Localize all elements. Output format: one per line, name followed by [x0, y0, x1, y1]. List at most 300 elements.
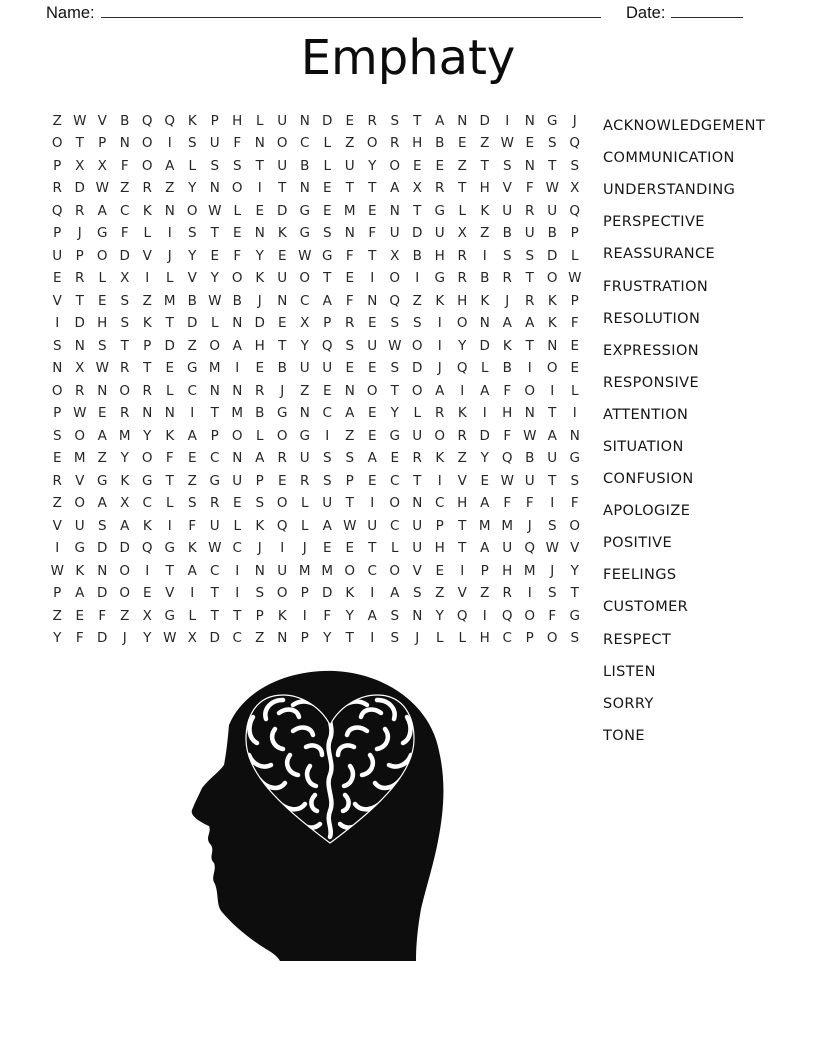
grid-letter: C: [142, 495, 152, 511]
grid-letter: M: [73, 450, 86, 466]
grid-letter: Z: [165, 180, 175, 196]
grid-letter: U: [277, 270, 288, 286]
grid-letter: R: [277, 450, 287, 466]
grid-letter: S: [210, 157, 220, 174]
grid-letter: H: [479, 180, 490, 196]
grid-letter: X: [75, 360, 85, 376]
grid-letter: C: [367, 562, 377, 579]
grid-letter: A: [232, 337, 242, 354]
grid-letter: C: [187, 382, 197, 399]
grid-letter: N: [479, 315, 490, 331]
grid-letter: I: [527, 360, 532, 376]
grid-letter: G: [187, 360, 198, 376]
grid-letter: O: [389, 562, 401, 579]
grid-letter: D: [547, 247, 558, 264]
grid-letter: Q: [276, 517, 288, 534]
grid-letter: S: [120, 292, 130, 309]
grid-letter: R: [502, 585, 512, 601]
grid-letter: B: [277, 360, 287, 376]
grid-letter: A: [547, 427, 557, 444]
grid-letter: S: [255, 495, 265, 511]
grid-letter: T: [345, 495, 354, 511]
grid-letter: G: [434, 202, 445, 219]
grid-letter: I: [505, 112, 510, 129]
grid-letter: G: [97, 225, 108, 241]
word-list: [603, 110, 765, 752]
grid-letter: S: [390, 360, 400, 376]
grid-letter: H: [254, 337, 265, 354]
grid-letter: N: [209, 382, 220, 399]
grid-letter: K: [547, 315, 557, 331]
grid-letter: Q: [141, 112, 153, 129]
grid-letter: A: [367, 450, 377, 466]
grid-letter: U: [547, 202, 558, 219]
grid-letter: T: [548, 157, 557, 174]
grid-letter: O: [389, 270, 401, 286]
grid-letter: G: [299, 225, 310, 241]
grid-letter: N: [367, 292, 378, 309]
grid-letter: I: [527, 585, 532, 601]
grid-letter: H: [97, 315, 108, 331]
grid-letter: O: [141, 135, 153, 151]
grid-letter: U: [277, 157, 288, 174]
grid-letter: E: [232, 225, 242, 241]
grid-letter: P: [323, 315, 332, 331]
grid-letter: T: [480, 157, 489, 174]
grid-letter: X: [120, 270, 130, 286]
grid-letter: Q: [321, 337, 333, 354]
grid-letter: Y: [390, 405, 399, 421]
grid-letter: A: [322, 517, 332, 534]
grid-letter: B: [232, 292, 242, 309]
grid-letter: B: [547, 225, 557, 241]
grid-letter: L: [300, 495, 309, 511]
grid-letter: R: [142, 180, 152, 196]
grid-letter: F: [345, 247, 354, 264]
grid-letter: D: [97, 540, 108, 556]
grid-letter: T: [255, 157, 264, 174]
grid-letter: P: [570, 292, 579, 309]
grid-letter: V: [75, 472, 85, 489]
grid-letter: A: [390, 180, 400, 196]
grid-letter: E: [367, 315, 377, 331]
grid-letter: W: [95, 180, 109, 196]
grid-letter: T: [413, 112, 422, 129]
date-field: [626, 4, 743, 23]
grid-letter: O: [276, 427, 288, 444]
grid-letter: E: [367, 405, 377, 421]
grid-letter: Y: [143, 630, 152, 646]
grid-letter: H: [434, 247, 445, 264]
grid-letter: U: [434, 225, 445, 241]
grid-letter: A: [75, 585, 85, 601]
grid-letter: G: [322, 247, 333, 264]
grid-letter: Y: [458, 337, 467, 354]
grid-letter: F: [165, 450, 174, 466]
grid-letter: P: [53, 225, 62, 241]
grid-letter: N: [277, 630, 288, 646]
grid-letter: X: [570, 180, 580, 196]
grid-letter: E: [412, 157, 422, 174]
grid-letter: X: [412, 180, 422, 196]
grid-letter: I: [460, 382, 465, 399]
word-list-item: UNDERSTANDING: [603, 182, 736, 199]
grid-letter: S: [502, 247, 512, 264]
grid-letter: V: [165, 585, 175, 601]
head-heart-brain-icon: [187, 669, 447, 961]
grid-letter: V: [412, 562, 422, 579]
grid-letter: O: [119, 585, 131, 601]
grid-letter: A: [97, 495, 107, 511]
grid-letter: P: [210, 112, 219, 129]
grid-letter: Q: [569, 202, 581, 219]
grid-letter: X: [142, 607, 152, 624]
grid-letter: K: [255, 517, 265, 534]
grid-letter: R: [390, 135, 400, 151]
grid-letter: L: [165, 382, 174, 399]
grid-letter: E: [255, 360, 265, 376]
grid-letter: Y: [143, 427, 152, 444]
grid-letter: R: [502, 270, 512, 286]
grid-letter: U: [547, 450, 558, 466]
grid-letter: N: [142, 405, 153, 421]
grid-letter: D: [119, 247, 130, 264]
grid-letter: F: [570, 315, 579, 331]
grid-letter: N: [277, 292, 288, 309]
grid-letter: J: [302, 540, 307, 556]
grid-letter: S: [547, 585, 557, 601]
grid-letter: F: [345, 292, 354, 309]
date-input-line[interactable]: [671, 4, 743, 18]
grid-letter: I: [55, 315, 60, 331]
grid-letter: L: [165, 270, 174, 286]
grid-letter: E: [525, 135, 535, 151]
grid-letter: I: [370, 270, 375, 286]
grid-letter: F: [525, 180, 534, 196]
grid-letter: T: [413, 202, 422, 219]
grid-letter: N: [389, 202, 400, 219]
grid-letter: P: [210, 427, 219, 444]
grid-letter: T: [210, 585, 219, 601]
grid-letter: T: [413, 472, 422, 489]
grid-letter: Q: [501, 450, 513, 466]
grid-letter: U: [299, 360, 310, 376]
grid-letter: P: [75, 247, 84, 264]
grid-letter: D: [479, 337, 490, 354]
grid-letter: E: [570, 337, 580, 354]
grid-letter: H: [502, 562, 513, 579]
date-label: Date:: [626, 4, 666, 22]
grid-letter: J: [280, 382, 285, 399]
grid-letter: R: [457, 270, 467, 286]
grid-letter: E: [97, 405, 107, 421]
grid-letter: Q: [524, 540, 536, 556]
grid-letter: S: [255, 585, 265, 601]
grid-letter: I: [370, 630, 375, 646]
grid-letter: K: [187, 112, 197, 129]
word-list-item: APOLOGIZE: [603, 503, 691, 520]
name-input-line[interactable]: [101, 4, 601, 18]
grid-letter: K: [142, 517, 152, 534]
grid-letter: N: [164, 202, 175, 219]
grid-letter: H: [412, 135, 423, 151]
grid-letter: A: [480, 495, 490, 511]
word-list-item: PERSPECTIVE: [603, 214, 705, 231]
grid-letter: K: [120, 472, 130, 489]
grid-letter: K: [187, 540, 197, 556]
grid-letter: N: [299, 112, 310, 129]
word-list-item: REASSURANCE: [603, 246, 716, 263]
grid-letter: F: [503, 427, 512, 444]
grid-letter: S: [187, 225, 197, 241]
grid-letter: O: [524, 607, 536, 624]
grid-letter: W: [545, 540, 559, 556]
grid-letter: B: [120, 112, 130, 129]
grid-letter: E: [367, 360, 377, 376]
grid-letter: W: [545, 180, 559, 196]
grid-letter: O: [366, 382, 378, 399]
grid-letter: O: [231, 427, 243, 444]
grid-letter: D: [322, 112, 333, 129]
grid-letter: F: [120, 225, 129, 241]
grid-letter: J: [257, 540, 262, 556]
grid-letter: G: [569, 607, 580, 624]
grid-letter: T: [165, 562, 174, 579]
grid-letter: L: [480, 360, 489, 376]
grid-letter: A: [255, 450, 265, 466]
grid-letter: R: [457, 427, 467, 444]
grid-letter: Y: [570, 562, 579, 579]
grid-letter: T: [368, 247, 377, 264]
grid-letter: O: [119, 382, 131, 399]
grid-letter: O: [231, 270, 243, 286]
grid-letter: S: [412, 585, 422, 601]
grid-letter: Y: [368, 157, 377, 174]
grid-letter: V: [97, 112, 107, 129]
grid-letter: G: [164, 540, 175, 556]
grid-letter: T: [120, 337, 129, 354]
grid-letter: T: [368, 540, 377, 556]
grid-letter: J: [550, 562, 555, 579]
grid-letter: Y: [323, 630, 332, 646]
grid-letter: F: [368, 225, 377, 241]
grid-letter: Q: [569, 135, 581, 151]
grid-letter: Z: [120, 180, 130, 196]
grid-letter: O: [411, 382, 423, 399]
grid-letter: N: [254, 225, 265, 241]
grid-letter: F: [233, 135, 242, 151]
grid-letter: R: [75, 270, 85, 286]
grid-letter: Q: [389, 292, 401, 309]
grid-letter: W: [388, 337, 402, 354]
grid-letter: Z: [457, 157, 467, 174]
word-list-item: ACKNOWLEDGEMENT: [603, 118, 766, 135]
grid-letter: C: [120, 202, 130, 219]
grid-letter: S: [570, 157, 580, 174]
grid-letter: O: [51, 382, 63, 399]
grid-letter: K: [165, 427, 175, 444]
grid-letter: O: [389, 495, 401, 511]
grid-letter: Y: [435, 607, 444, 624]
word-list-item: CUSTOMER: [603, 599, 689, 616]
grid-letter: P: [255, 607, 264, 624]
grid-letter: D: [277, 202, 288, 219]
grid-letter: O: [186, 202, 198, 219]
grid-letter: Q: [501, 607, 513, 624]
grid-letter: Z: [52, 112, 62, 129]
grid-letter: O: [119, 562, 131, 579]
grid-letter: K: [345, 585, 355, 601]
grid-letter: G: [277, 405, 288, 421]
word-list-item: ATTENTION: [603, 406, 689, 423]
grid-letter: Y: [188, 247, 197, 264]
grid-letter: I: [167, 135, 172, 151]
grid-letter: S: [570, 630, 580, 646]
grid-letter: R: [120, 405, 130, 421]
grid-letter: N: [524, 157, 535, 174]
grid-letter: O: [141, 157, 153, 174]
grid-letter: N: [74, 337, 85, 354]
grid-letter: P: [480, 562, 489, 579]
grid-letter: U: [299, 450, 310, 466]
grid-letter: K: [547, 292, 557, 309]
grid-letter: E: [187, 450, 197, 466]
grid-letter: Y: [210, 270, 219, 286]
grid-letter: K: [255, 270, 265, 286]
word-list-item: POSITIVE: [603, 535, 673, 552]
grid-letter: Q: [164, 112, 176, 129]
grid-letter: J: [572, 112, 577, 129]
grid-letter: I: [145, 270, 150, 286]
word-list-item: RESPONSIVE: [603, 374, 700, 391]
grid-letter: K: [480, 292, 490, 309]
grid-letter: I: [55, 540, 60, 556]
grid-letter: V: [502, 180, 512, 196]
grid-letter: C: [390, 517, 400, 534]
grid-letter: D: [119, 540, 130, 556]
grid-letter: I: [437, 337, 442, 354]
grid-letter: B: [435, 135, 445, 151]
grid-letter: O: [276, 495, 288, 511]
grid-letter: O: [411, 337, 423, 354]
grid-letter: M: [343, 202, 356, 219]
grid-letter: Y: [255, 247, 264, 264]
grid-letter: O: [434, 427, 446, 444]
grid-letter: E: [345, 360, 355, 376]
grid-letter: M: [478, 517, 491, 534]
grid-letter: T: [233, 607, 242, 624]
grid-letter: I: [572, 405, 577, 421]
grid-letter: S: [547, 517, 557, 534]
grid-letter: T: [210, 225, 219, 241]
grid-letter: S: [570, 472, 580, 489]
grid-letter: M: [298, 562, 311, 579]
grid-letter: J: [77, 225, 82, 241]
grid-letter: F: [188, 517, 197, 534]
grid-letter: P: [143, 337, 152, 354]
grid-letter: I: [482, 607, 487, 624]
grid-letter: S: [390, 112, 400, 129]
grid-letter: I: [370, 585, 375, 601]
grid-letter: Z: [300, 382, 310, 399]
grid-letter: C: [300, 292, 310, 309]
grid-letter: T: [75, 292, 84, 309]
grid-letter: I: [145, 562, 150, 579]
grid-letter: E: [345, 112, 355, 129]
grid-letter: N: [299, 180, 310, 196]
grid-letter: O: [569, 517, 581, 534]
grid-letter: T: [570, 585, 579, 601]
grid-letter: F: [98, 607, 107, 624]
grid-letter: N: [164, 405, 175, 421]
grid-letter: N: [524, 405, 535, 421]
grid-letter: Q: [51, 202, 63, 219]
grid-letter: D: [74, 180, 85, 196]
grid-letter: W: [208, 292, 222, 309]
grid-letter: G: [74, 540, 85, 556]
grid-letter: O: [276, 585, 288, 601]
grid-letter: D: [209, 630, 220, 646]
grid-letter: J: [122, 630, 127, 646]
grid-letter: B: [187, 292, 197, 309]
grid-letter: X: [390, 247, 400, 264]
grid-letter: D: [412, 225, 423, 241]
grid-letter: O: [366, 135, 378, 151]
grid-letter: H: [457, 292, 468, 309]
grid-letter: L: [300, 517, 309, 534]
grid-letter: O: [74, 495, 86, 511]
grid-letter: T: [278, 337, 287, 354]
grid-letter: N: [97, 382, 108, 399]
grid-letter: M: [208, 360, 221, 376]
grid-letter: Z: [142, 292, 152, 309]
grid-letter: M: [501, 517, 514, 534]
grid-letter: M: [523, 562, 536, 579]
grid-letter: I: [325, 427, 330, 444]
grid-letter: U: [52, 247, 63, 264]
grid-letter: H: [434, 540, 445, 556]
grid-letter: U: [232, 472, 243, 489]
grid-letter: S: [120, 315, 130, 331]
grid-letter: P: [345, 472, 354, 489]
grid-letter: M: [231, 405, 244, 421]
grid-letter: L: [458, 202, 467, 219]
grid-letter: R: [525, 202, 535, 219]
grid-letter: W: [298, 247, 312, 264]
grid-letter: E: [367, 472, 377, 489]
grid-letter: Y: [480, 450, 489, 466]
grid-letter: E: [322, 540, 332, 556]
grid-letter: S: [52, 337, 62, 354]
word-list-item: CONFUSION: [603, 471, 694, 488]
grid-letter: P: [53, 585, 62, 601]
grid-letter: L: [188, 607, 197, 624]
grid-letter: I: [235, 360, 240, 376]
grid-letter: L: [98, 270, 107, 286]
grid-letter: E: [457, 135, 467, 151]
grid-letter: R: [412, 450, 422, 466]
grid-letter: G: [569, 450, 580, 466]
grid-letter: E: [322, 382, 332, 399]
grid-letter: M: [321, 562, 334, 579]
grid-letter: U: [277, 562, 288, 579]
grid-letter: E: [52, 450, 62, 466]
grid-letter: T: [210, 607, 219, 624]
grid-letter: F: [503, 382, 512, 399]
grid-letter: M: [118, 427, 131, 444]
grid-letter: A: [525, 315, 535, 331]
grid-letter: K: [457, 405, 467, 421]
